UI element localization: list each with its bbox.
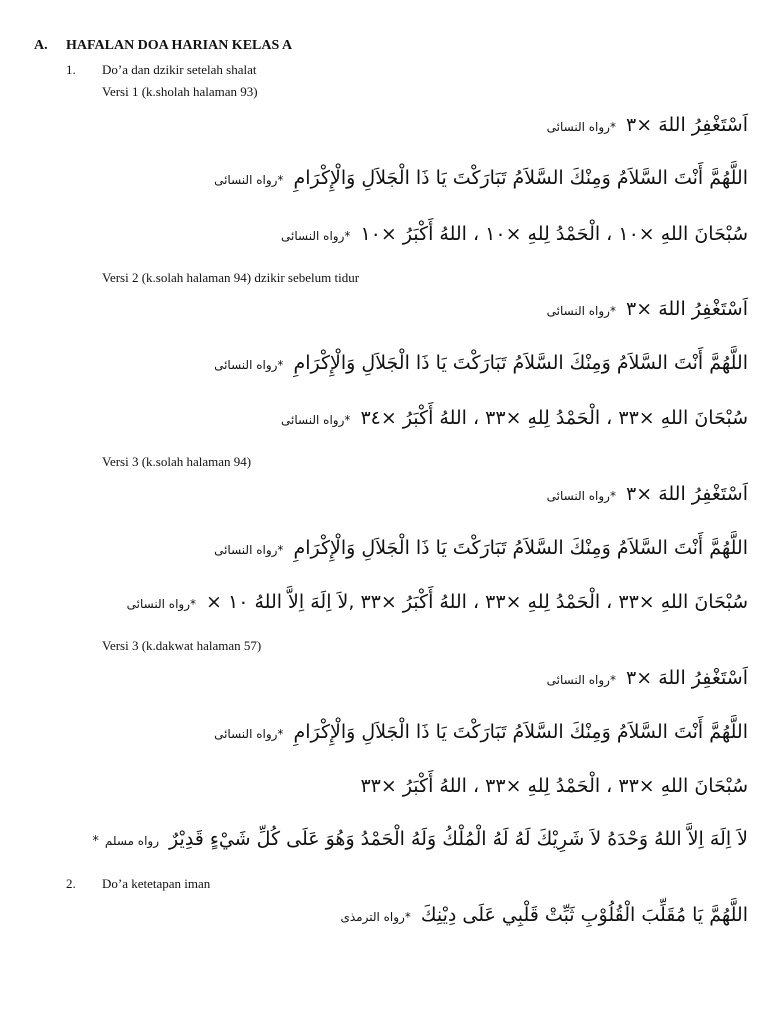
arabic-text: اللَّهُمَّ أَنْتَ السَّلاَمُ وَمِنْكَ السَّلاَمُ تَبَارَكْتَ يَا ذَا الْجَلاَلِ وَالْإِكْرَامِ (293, 537, 748, 559)
version-title: Versi 3 (k.solah halaman 94) (102, 454, 252, 469)
arabic-text: سُبْحَانَ اللهِ ×٣٣ ، الْحَمْدُ لِلهِ ×٣٣ ، اللهُ أَكْبَرُ ×٣٤ (360, 407, 748, 429)
arabic-text: اللَّهُمَّ يَا مُقَلِّبَ الْقُلُوْبِ ثَبِّتْ قَلْبِي عَلَى دِيْنِكَ (420, 904, 748, 926)
heading-title: HAFALAN DOA HARIAN KELAS A (66, 38, 293, 53)
arabic-text: سُبْحَانَ اللهِ ×٣٣ ، الْحَمْدُ لِلهِ ×٣٣ ، اللهُ أَكْبَرُ ×٣٣ ,لاَ اِلَهَ اِلاَّ اللهُ ١٠ × (206, 591, 748, 613)
narrator-note: *رواه النسائى (126, 597, 196, 611)
narrator-note: *رواه الترمذى (340, 910, 411, 924)
arabic-text: اَسْتَغْفِرُ اللهَ ×٣ (626, 114, 748, 136)
arabic-line (127, 589, 748, 617)
arabic-line (547, 481, 748, 509)
narrator-note: *رواه النسائى (546, 304, 616, 318)
arabic-line (360, 773, 748, 799)
arabic-line (214, 535, 748, 563)
arabic-line (340, 902, 748, 930)
version-title: Versi 2 (k.solah halaman 94) dzikir sebelum tidur (102, 270, 360, 285)
arabic-line (547, 112, 748, 140)
version-title: Versi 3 (k.dakwat halaman 57) (102, 638, 262, 653)
narrator-note: *رواه النسائى (281, 413, 351, 427)
arabic-text: سُبْحَانَ اللهِ ×٣٣ ، الْحَمْدُ لِلهِ ×٣٣ ، اللهُ أَكْبَرُ ×٣٣ (360, 775, 748, 797)
arabic-text: اللَّهُمَّ أَنْتَ السَّلاَمُ وَمِنْكَ السَّلاَمُ تَبَارَكْتَ يَا ذَا الْجَلاَلِ وَالْإِكْرَامِ (293, 167, 748, 189)
arabic-text: اَسْتَغْفِرُ اللهَ ×٣ (626, 483, 748, 505)
narrator-note: *رواه النسائى (281, 229, 351, 243)
arabic-text: اللَّهُمَّ أَنْتَ السَّلاَمُ وَمِنْكَ السَّلاَمُ تَبَارَكْتَ يَا ذَا الْجَلاَلِ وَالْإِكْرَامِ (293, 721, 748, 743)
arabic-line (214, 350, 748, 378)
section-heading (34, 38, 292, 54)
item-title-2: Do’a ketetapan iman (102, 876, 211, 891)
arabic-text: لاَ اِلَهَ اِلاَّ اللهُ وَحْدَهُ لاَ شَرِيْكَ لَهُ لَهُ الْمُلْكُ وَلَهُ الْحَمْدُ وَهُوَ عَلَى كُلِّ شَيْءٍ قَدِيْرٌ (169, 828, 748, 850)
narrator-note: *رواه النسائى (546, 120, 616, 134)
narrator-note: *رواه النسائى (214, 173, 284, 187)
arabic-text: سُبْحَانَ اللهِ ×١٠ ، الْحَمْدُ لِلهِ ×١٠ ، اللهُ أَكْبَرُ ×١٠ (360, 223, 748, 245)
arabic-line (281, 405, 748, 433)
arabic-line (547, 665, 748, 693)
arabic-line (214, 719, 748, 747)
item-number-1: 1. (66, 62, 76, 77)
heading-label: A. (34, 38, 48, 53)
arabic-line (214, 165, 748, 193)
version-title: Versi 1 (k.sholah halaman 93) (102, 84, 258, 99)
narrator-note: *رواه النسائى (546, 673, 616, 687)
arabic-text: اَسْتَغْفِرُ اللهَ ×٣ (626, 667, 748, 689)
item-number-2: 2. (66, 876, 76, 891)
asterisk-mark: * (92, 834, 99, 849)
arabic-text: اللَّهُمَّ أَنْتَ السَّلاَمُ وَمِنْكَ السَّلاَمُ تَبَارَكْتَ يَا ذَا الْجَلاَلِ وَالْإِكْرَامِ (293, 352, 748, 374)
narrator-note: *رواه النسائى (546, 489, 616, 503)
arabic-text: اَسْتَغْفِرُ اللهَ ×٣ (626, 298, 748, 320)
arabic-line (547, 296, 748, 324)
arabic-line (92, 826, 748, 855)
item-title-1: Do’a dan dzikir setelah shalat (102, 62, 257, 77)
arabic-line (281, 221, 748, 249)
narrator-note: رواه مسلم (104, 834, 159, 848)
narrator-note: *رواه النسائى (214, 727, 284, 741)
narrator-note: *رواه النسائى (214, 358, 284, 372)
narrator-note: *رواه النسائى (214, 543, 284, 557)
